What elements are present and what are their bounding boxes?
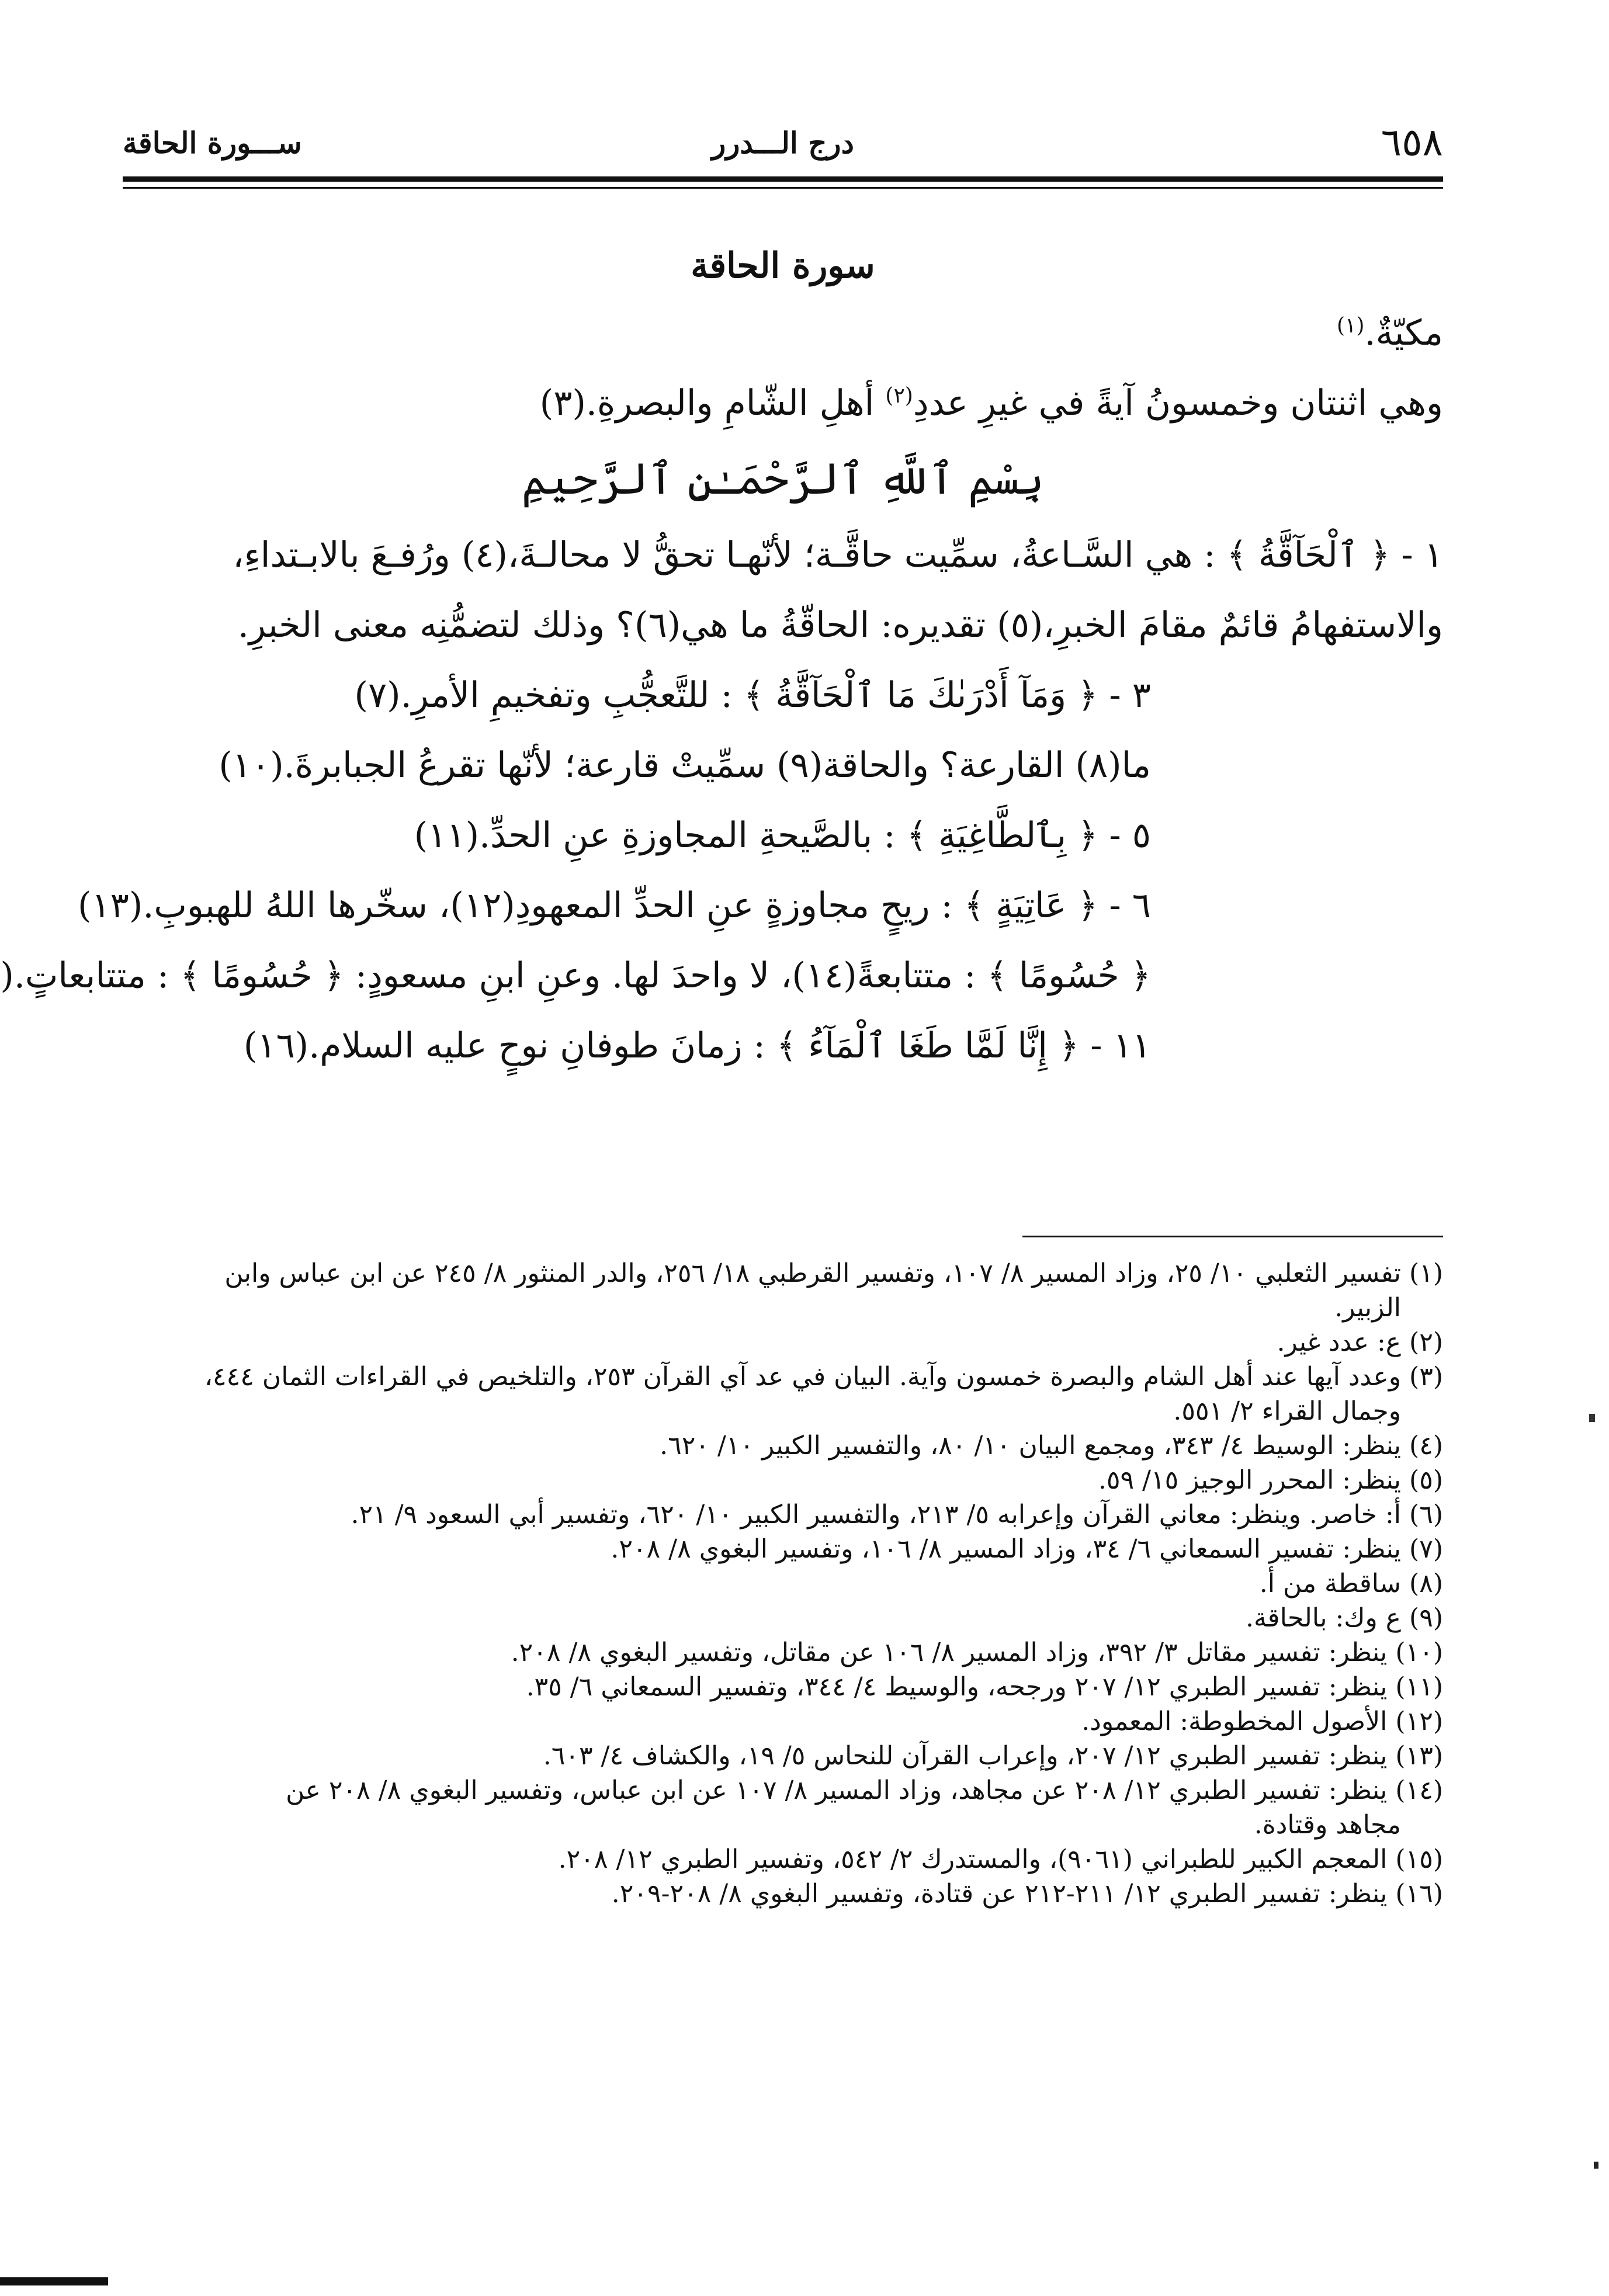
main-text (0, 245, 1443, 1081)
footnote-item: (١١) ينظر: تفسير الطبري ١٢/ ٢٠٧ ورجحه، والوسيط ٤/ ٣٤٤، وتفسير السمعاني ٦/ ٣٥. (526, 1672, 1443, 1702)
footnote-item: (٣) وعدد آيها عند أهل الشام والبصرة خمسون وآية. البيان في عد آي القرآن ٢٥٣، والتلخيص في القراءات الثمان ٤٤٤، وجمال القراء ٢/ ٥٥١. (204, 1362, 1443, 1426)
text-line: ٦ - ﴿ عَاتِيَةٍ ﴾ : ريحٍ مجاوزةٍ عنِ الحدِّ المعهودِ(١٢)، سخّرها اللهُ للهبوبِ.(١٣) (78, 885, 1151, 926)
footnote-item: (١٠) ينظر: تفسير مقاتل ٣/ ٣٩٢، وزاد المسير ٨/ ١٠٦ عن مقاتل، وتفسير البغوي ٨/ ٢٠٨. (511, 1638, 1443, 1667)
running-surah-title: ســـورة الحاقة (123, 126, 302, 160)
header-rule-thick (123, 176, 1443, 182)
footnote-item: (٧) ينظر: تفسير السمعاني ٦/ ٣٤، وزاد المسير ٨/ ١٠٦، وتفسير البغوي ٨/ ٢٠٨. (611, 1534, 1443, 1564)
footnotes (123, 1256, 1443, 1911)
footnote-item: (١٢) الأصول المخطوطة: المعمود. (1081, 1707, 1443, 1736)
text-line: ٣ - ﴿ وَمَآ أَدْرَىٰكَ مَا ٱلْحَآقَّةُ ﴾ : للتَّعجُّبِ وتفخيمِ الأمرِ.(٧) (354, 675, 1151, 716)
basmala: بِسْمِ ٱللَّهِ ٱلرَّحْمَـٰنِ ٱلرَّحِيمِ (521, 454, 1045, 504)
footnote-item: (١٤) ينظر: تفسير الطبري ١٢/ ٢٠٨ عن مجاهد، وزاد المسير ٨/ ١٠٧ عن ابن عباس، وتفسير البغوي ٨/ ٢٠٨ عن مجاهد وقتادة. (286, 1775, 1443, 1840)
header-rule-thin (123, 187, 1443, 189)
footnote-item: (١٥) المعجم الكبير للطبراني (٩٠٦١)، والمستدرك ٢/ ٥٤٢، وتفسير الطبري ١٢/ ٢٠٨. (558, 1844, 1443, 1874)
text-line: ٥ - ﴿ بِٱلطَّاغِيَةِ ﴾ : بالصَّيحةِ المجاوزةِ عنِ الحدِّ.(١١) (414, 815, 1151, 856)
scan-speck (1594, 2162, 1598, 2169)
footnote-item: (٢) ع: عدد غير. (1277, 1327, 1443, 1357)
running-book-title: درج الـــدرر (712, 126, 854, 160)
surah-title: سورة الحاقة (691, 245, 875, 286)
footnote-item: (٦) أ: خاصر. وينظر: معاني القرآن وإعرابه ٥/ ٢١٣، والتفسير الكبير ١٠/ ٦٢٠، وتفسير أبي السعود ٩/ ٢١. (351, 1500, 1443, 1529)
footnote-item: (٤) ينظر: الوسيط ٤/ ٣٤٣، ومجمع البيان ١٠/ ٨٠، والتفسير الكبير ١٠/ ٦٢٠. (660, 1431, 1443, 1461)
page-number: ٦٥٨ (1381, 120, 1443, 165)
footnote-item: (٨) ساقطة من أ. (1259, 1569, 1443, 1598)
footnote-item: (١) تفسير الثعلبي ١٠/ ٢٥، وزاد المسير ٨/ ١٠٧، وتفسير القرطبي ١٨/ ٢٥٦، والدر المنثور ٨/ ٢٤٥ عن ابن عباس وابن الزبير. (224, 1258, 1443, 1323)
footnote-item: (٩) ع وك: بالحاقة. (1245, 1603, 1443, 1633)
text-line: مكيّةٌ.$^{(١)}$ (1336, 313, 1443, 353)
text-line: ١ - ﴿ ٱلْحَآقَّةُ ﴾ : هي السَّـاعةُ، سمِّيت حاقَّـة؛ لأنّهـا تحقُّ لا محالـةَ،(٤) ورُفـعَ بالابـتداءِ، (233, 535, 1443, 575)
text-line: وهي اثنتان وخمسونُ آيةً في غيرِ عددِ$^{(٢)}$ أهلِ الشّامِ والبصرةِ.(٣) (539, 383, 1443, 424)
footnote-separator (1022, 1236, 1443, 1237)
scan-speck (1589, 1414, 1595, 1422)
footnote-item: (٥) ينظر: المحرر الوجيز ١٥/ ٥٩. (1098, 1465, 1443, 1495)
footnote-item: (١٣) ينظر: تفسير الطبري ١٢/ ٢٠٧، وإعراب القرآن للنحاس ٥/ ١٩، والكشاف ٤/ ٦٠٣. (543, 1741, 1443, 1771)
text-line: ١١ - ﴿ إِنَّا لَمَّا طَغَا ٱلْمَآءُ ﴾ : زمانَ طوفانِ نوحٍ عليه السلام.(١٦) (243, 1025, 1151, 1066)
page-header (123, 120, 1443, 172)
text-line: ﴿ حُسُومًا ﴾ : متتابعةً(١٤)، لا واحدَ لها. وعنِ ابنِ مسعودٍ: ﴿ حُسُومًا ﴾ : متتابعاتٍ.( (0, 955, 1151, 996)
footnote-item: (١٦) ينظر: تفسير الطبري ١٢/ ٢١١-٢١٢ عن قتادة، وتفسير البغوي ٨/ ٢٠٨-٢٠٩. (611, 1879, 1443, 1909)
text-line: ما(٨) القارعة؟ والحاقة(٩) سمِّيتْ قارعة؛ لأنّها تقرعُ الجبابرةَ.(١٠) (219, 745, 1151, 786)
text-line: والاستفهامُ قائمٌ مقامَ الخبرِ،(٥) تقديره: الحاقّةُ ما هي(٦)؟ وذلك لتضمُّنِه معنى الخبرِ. (237, 605, 1443, 646)
scan-edge-mark (0, 2277, 108, 2285)
